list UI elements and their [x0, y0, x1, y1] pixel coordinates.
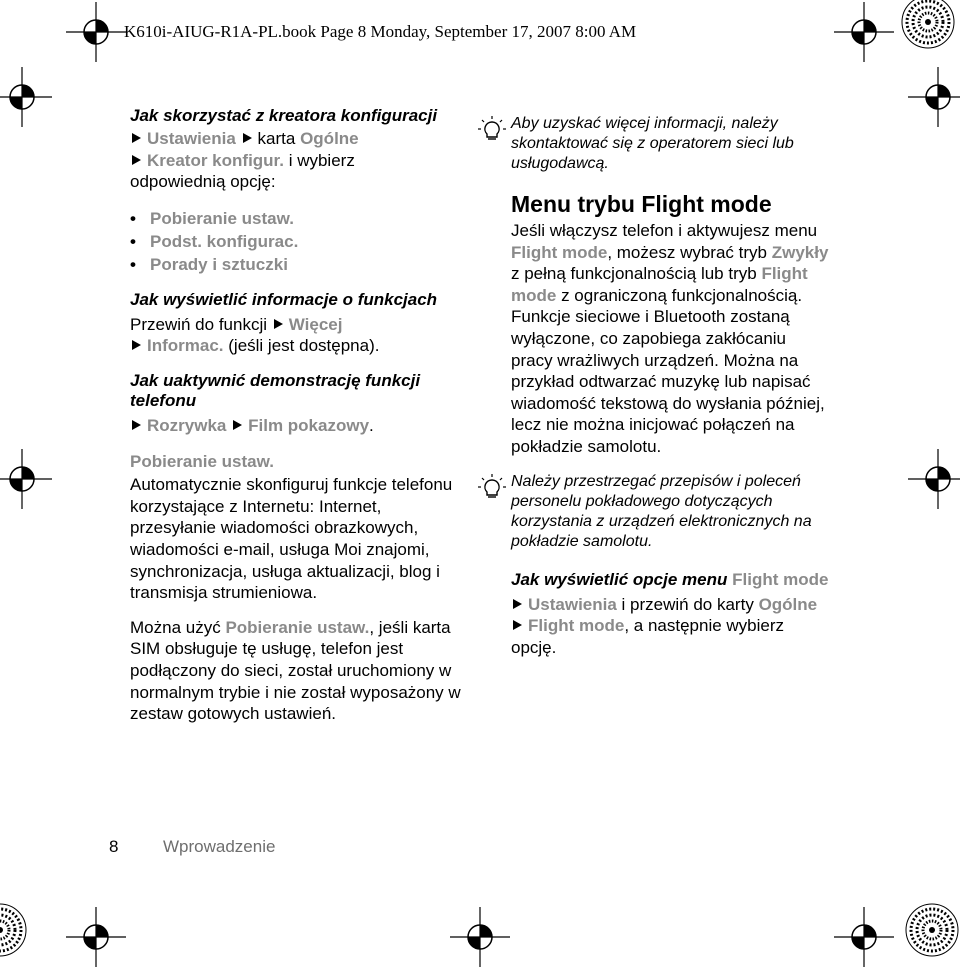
color-target-icon	[896, 0, 960, 54]
registration-mark-icon	[832, 0, 896, 64]
list-item: • Porady i sztuczki	[130, 253, 470, 276]
flight-mode-body: Jeśli włączysz telefon i aktywujesz menu Flight mode, możesz wybrać tryb Zwykły z pełną funkcjonalnością lub tryb Flight mode z ograniczoną funkcjonalnością. Funkcje sieciowe i Bluetooth zostaną wyłączone, co zapobiega zakłócaniu pracy wrażliwych urządzeń. Można na przykład odtwarzać muzykę lub napisać wiadomość tekstową do wysłania później, lecz nie można inicjować połączeń na pokładzie samolotu.	[511, 221, 829, 456]
page-number: 8	[109, 837, 119, 856]
demo-heading: Jak uaktywnić demonstrację funkcji telefonu	[130, 370, 421, 410]
arrow-right-icon	[513, 620, 522, 630]
arrow-right-icon	[513, 599, 522, 609]
tip-lightbulb-icon	[478, 474, 506, 502]
tip-note: Aby uzyskać więcej informacji, należy skontaktować się z operatorem sieci lub usługodawcą.	[511, 114, 831, 174]
list-item: • Pobieranie ustaw.	[130, 207, 470, 230]
arrow-right-icon	[243, 133, 252, 143]
book-header: K610i-AIUG-R1A-PL.book Page 8 Monday, September 17, 2007 8:00 AM	[124, 22, 637, 41]
registration-mark-icon	[906, 65, 960, 129]
color-target-icon	[0, 898, 32, 962]
demo-path: Rozrywka Film pokazowy.	[130, 415, 470, 437]
download-settings-para2: Można użyć Pobieranie ustaw., jeśli karta SIM obsługuje tę usługę, telefon jest podłączony do sieci, został uruchomiony w normalnym trybie i nie został wyposażony w zestaw gotowych ustawień.	[130, 617, 461, 724]
registration-mark-icon	[0, 65, 54, 129]
setup-wizard-heading: Jak skorzystać z kreatora konfiguracji	[130, 106, 438, 125]
download-settings-title: Pobieranie ustaw.	[130, 451, 274, 471]
setup-options-list	[130, 207, 470, 276]
section-name: Wprowadzenie	[163, 837, 276, 856]
color-target-icon	[900, 898, 960, 962]
registration-mark-icon	[832, 905, 896, 969]
registration-mark-icon	[0, 447, 54, 511]
registration-mark-icon	[448, 905, 512, 969]
setup-wizard-path: Ustawienia karta Ogólne Kreator konfigur. i wybierz odpowiednią opcję:	[130, 129, 359, 192]
flight-mode-title: Menu trybu Flight mode	[511, 191, 772, 217]
flight-options-heading: Jak wyświetlić opcje menu Flight mode	[511, 569, 829, 589]
arrow-right-icon	[132, 155, 141, 165]
feature-info-heading: Jak wyświetlić informacje o funkcjach	[130, 289, 438, 309]
list-item: • Podst. konfigurac.	[130, 230, 470, 253]
arrow-right-icon	[233, 420, 242, 430]
registration-mark-icon	[64, 905, 128, 969]
left-column	[130, 106, 470, 725]
arrow-right-icon	[132, 340, 141, 350]
arrow-right-icon	[132, 133, 141, 143]
feature-info-path: Przewiń do funkcji Więcej Informac. (jeśli jest dostępna).	[130, 314, 380, 356]
registration-mark-icon	[64, 0, 128, 64]
arrow-right-icon	[132, 420, 141, 430]
right-column	[511, 114, 831, 658]
flight-options-path: Ustawienia i przewiń do karty Ogólne Flight mode, a następnie wybierz opcję.	[511, 594, 818, 657]
arrow-right-icon	[274, 319, 283, 329]
registration-mark-icon	[906, 447, 960, 511]
tip-note: Należy przestrzegać przepisów i poleceń personelu pokładowego dotyczących korzystania z urządzeń elektronicznych na pokładzie samolotu.	[511, 472, 831, 552]
tip-lightbulb-icon	[478, 116, 506, 144]
download-settings-para1: Automatycznie skonfiguruj funkcje telefonu korzystające z Internetu: Internet, przesyłanie wiadomości obrazkowych, wiadomości e-mail, usługa Moi znajomi, synchronizacja, usługa aktualizacji, blog i transmisja strumieniowa.	[130, 475, 453, 603]
